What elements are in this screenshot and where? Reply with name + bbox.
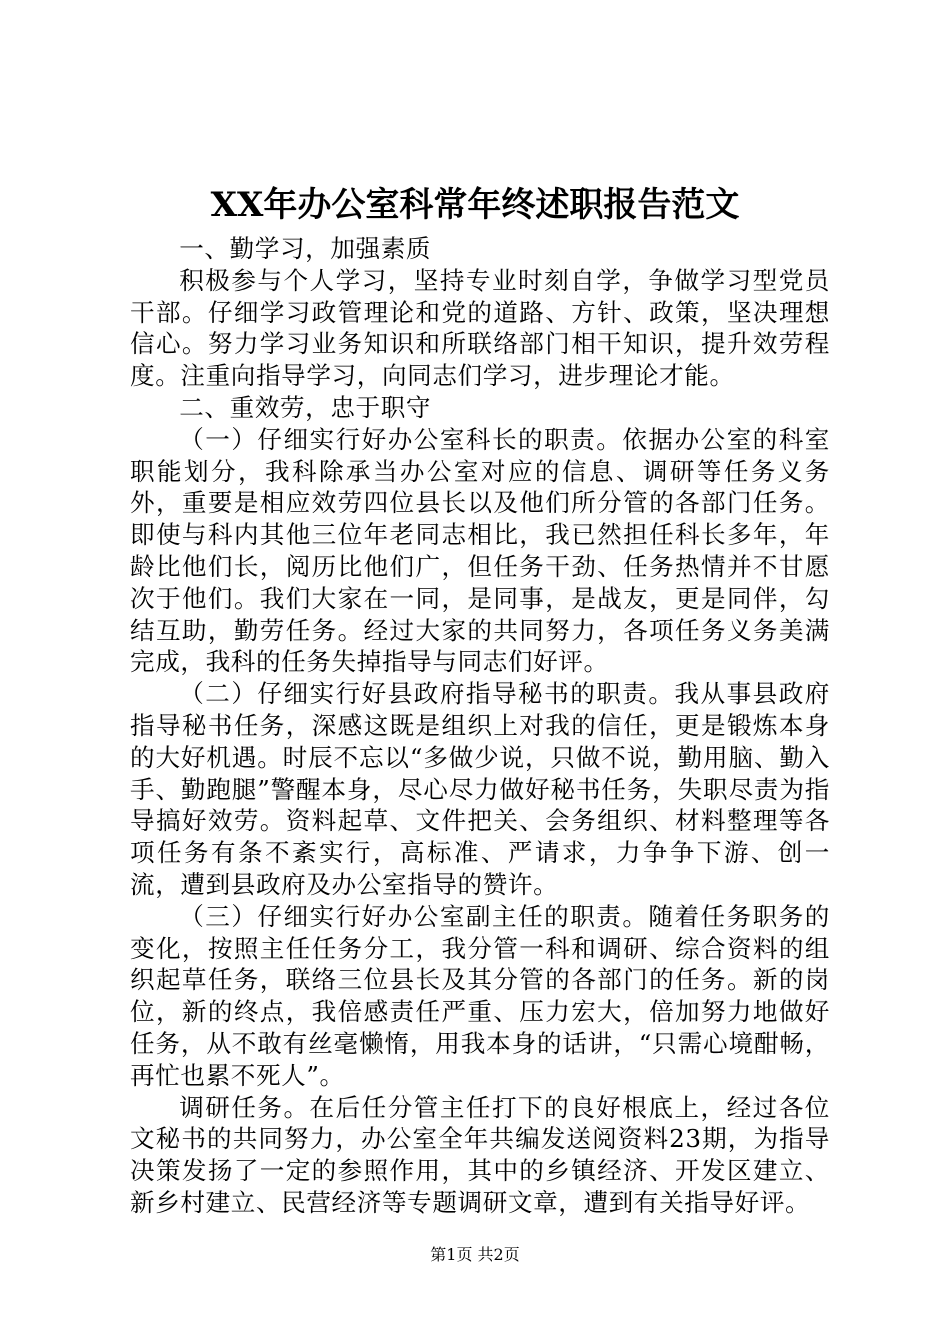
section-heading-2: 二、重效劳，忠于职守 (179, 392, 432, 422)
paragraph-duty-1: （一）仔细实行好办公室科长的职责。依据办公室的科室职能划分，我科除承当办公室对应的信息、调研等任务义务外，重要是相应效劳四位县长以及他们所分管的各部门任务。即使与科内其他三位年老同志相比，我已然担任科长多年，年龄比他们长，阅历比他们广，但任务干劲、任务热情并不甘愿次于他们。我们大家在一同，是同事，是战友，更是同伴，勾结互助，勤劳任务。经过大家的共同努力，各项任务义务美满完成，我科的任务失掉指导与同志们好评。 (130, 424, 830, 677)
section-heading-1: 一、勤学习，加强素质 (179, 234, 432, 263)
paragraph-duty-3: （三）仔细实行好办公室副主任的职责。随着任务职务的变化，按照主任任务分工，我分管一科和调研、综合资料的组织起草任务，联络三位县长及其分管的各部门的任务。新的岗位，新的终点，我倍感责任严重、压力宏大，倍加努力地做好任务，从不敢有丝毫懒惰，用我本身的话讲，“只需心境酣畅，再忙也累不死人”。 (130, 901, 830, 1090)
page-footer: 第1页 共2页 (430, 1245, 520, 1264)
document-title: XX年办公室科常年终述职报告范文 (210, 185, 740, 225)
paragraph-study: 积极参与个人学习，坚持专业时刻自学，争做学习型党员干部。仔细学习政管理论和党的道路、方针、政策，坚决理想信心。努力学习业务知识和所联络部门相干知识，提升效劳程度。注重向指导学习，向同志们学习，进步理论才能。 (130, 265, 830, 391)
paragraph-research: 调研任务。在后任分管主任打下的良好根底上，经过各位文秘书的共同努力，办公室全年共编发送阅资料23期，为指导决策发扬了一定的参照作用，其中的乡镇经济、开发区建立、新乡村建立、民营经济等专题调研文章，遭到有关指导好评。 (130, 1092, 830, 1217)
paragraph-duty-2: （二）仔细实行好县政府指导秘书的职责。我从事县政府指导秘书任务，深感这既是组织上对我的信任，更是锻炼本身的大好机遇。时辰不忘以“多做少说，只做不说，勤用脑、勤入手、勤跑腿”警醒本身，尽心尽力做好秘书任务，失职尽责为指导搞好效劳。资料起草、文件把关、会务组织、材料整理等各项任务有条不紊实行，高标准、严请求，力争争下游、创一流，遭到县政府及办公室指导的赞许。 (130, 679, 830, 899)
document-body (130, 233, 830, 1219)
